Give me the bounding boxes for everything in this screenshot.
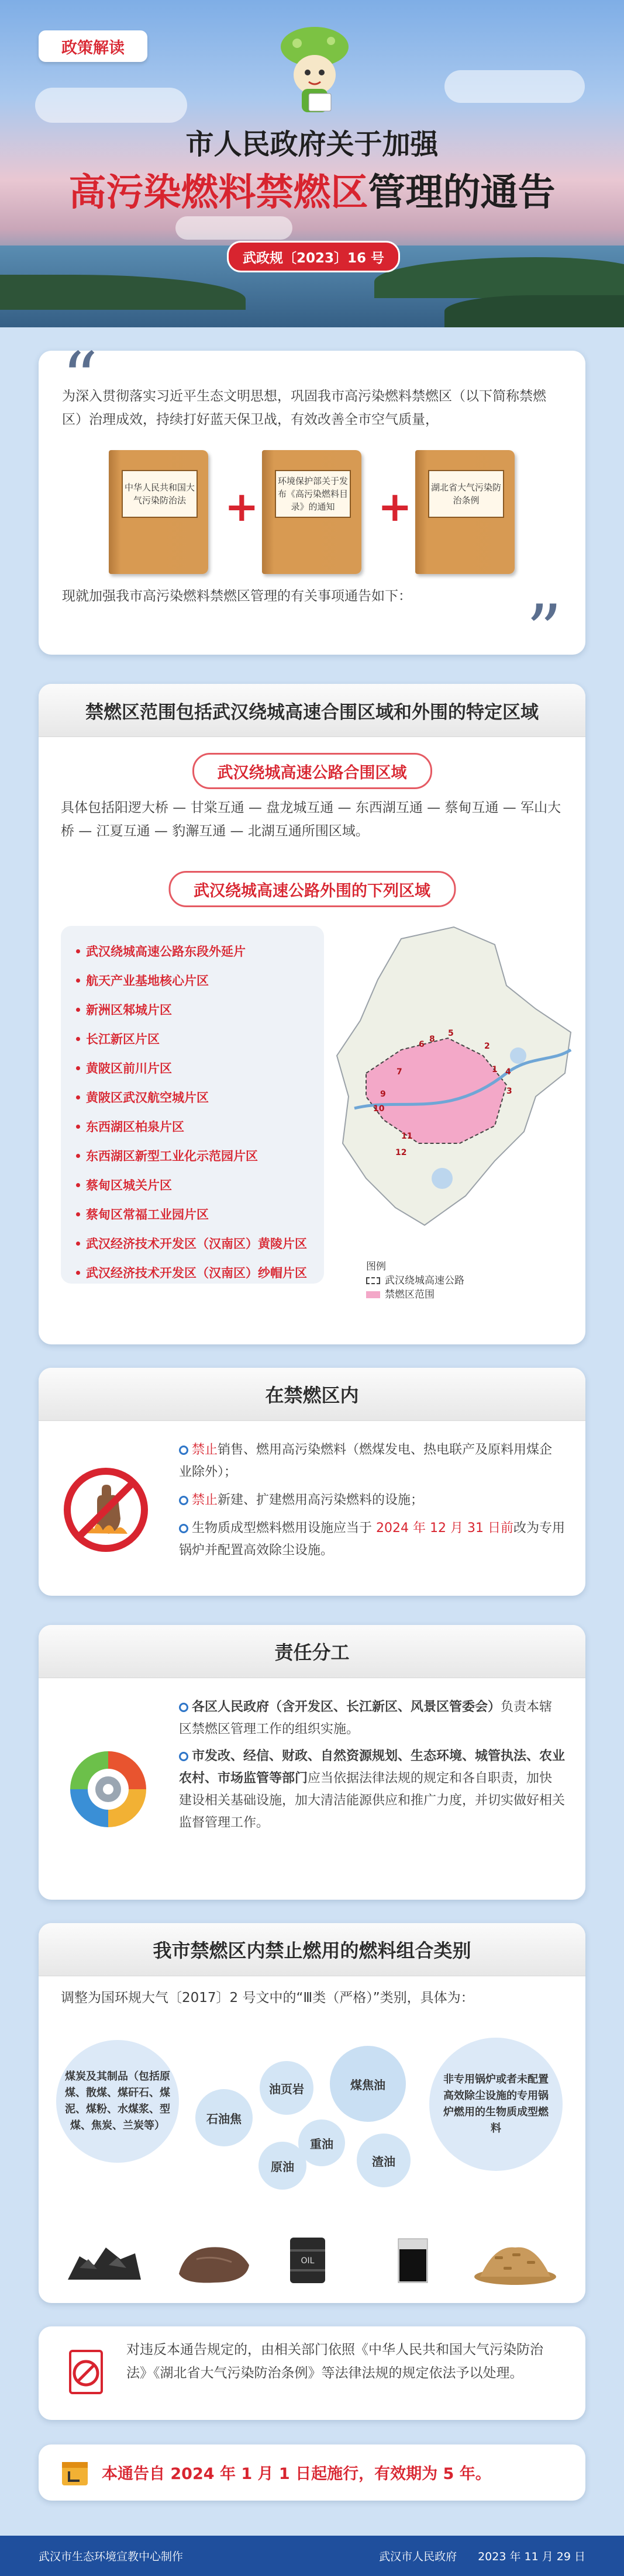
quote-open-icon: “ [62, 338, 98, 419]
cloud [175, 216, 292, 240]
map-number: 7 [397, 1067, 402, 1077]
list-item: 黄陂区武汉航空城片区 [61, 1083, 324, 1112]
duty-heading: 责任分工 [39, 1625, 585, 1678]
title-dark: 管理的通告 [368, 171, 556, 215]
plus-icon: + [378, 483, 412, 531]
ban-zone-swatch [366, 1291, 380, 1298]
fuel-bubble: 渣油 [357, 2134, 411, 2187]
map-number: 12 [395, 1148, 407, 1157]
map-number: 9 [380, 1090, 386, 1099]
issue-date: 2023 年 11 月 29 日 [478, 2550, 585, 2563]
list-item: 武汉经济技术开发区（汉南区）黄陵片区 [61, 1229, 324, 1258]
fuel-heading: 我市禁燃区内禁止燃用的燃料组合类别 [39, 1923, 585, 1976]
map-legend [366, 1260, 559, 1302]
ring-road-swatch [366, 1277, 380, 1284]
oil-drum-label: OIL [301, 2256, 315, 2266]
title-line-1: 市人民政府关于加强 [185, 128, 439, 161]
issuer: 武汉市人民政府 [379, 2550, 457, 2563]
doc-number-badge: 武政规〔2023〕16 号 [227, 241, 400, 272]
cloud [444, 70, 585, 103]
producer-credit: 武汉市生态环境宣教中心制作 [39, 2550, 184, 2563]
map-number: 4 [505, 1067, 511, 1077]
ring-road-description: 具体包括阳逻大桥 — 甘棠互通 — 盘龙城互通 — 东西湖互通 — 蔡甸互通 — 军山大桥 — 江夏互通 — 豹澥互通 — 北湖互通所围区域。 [61, 800, 561, 839]
ban-rule-1: 禁止销售、燃用高污染燃料（燃煤发电、热电联产及原料用煤企业除外）； [179, 1443, 553, 1479]
list-item: 黄陂区前川片区 [61, 1053, 324, 1083]
inside-zone-card [39, 1368, 585, 1596]
list-item: 长江新区片区 [61, 1024, 324, 1053]
calendar-icon [60, 2457, 90, 2488]
fuel-bubble: 石油焦 [195, 2089, 253, 2146]
intro-paragraph: 为深入贯彻落实习近平生态文明思想，巩固我市高污染燃料禁燃区（以下简称禁燃区）治理成效，持续打好蓝天保卫战，有效改善全市空气质量， [62, 389, 546, 427]
scope-card [39, 684, 585, 1344]
law-book [109, 450, 208, 574]
title-red: 高污染燃料禁燃区 [68, 171, 368, 215]
title-line-2 [0, 162, 624, 216]
bullet-ring-icon [179, 1524, 188, 1533]
map-number: 3 [506, 1087, 512, 1096]
crude-oil-beaker-image [384, 2233, 442, 2285]
ban-rule-2: 禁止新建、扩建燃用高污染燃料的设施； [179, 1489, 565, 1512]
cooperation-gear-icon [58, 1740, 158, 1839]
legend-item: 武汉绕城高速公路 [385, 1275, 464, 1287]
map-number: 5 [448, 1029, 454, 1038]
policy-tag: 政策解读 [39, 30, 147, 62]
shoreline [444, 295, 624, 327]
book-label: 湖北省大气污染防治条例 [428, 470, 504, 518]
map-number: 11 [401, 1132, 413, 1141]
outer-area-pill: 武汉绕城高速公路外围的下列区域 [168, 871, 456, 907]
book-label: 中华人民共和国大气污染防治法 [122, 470, 198, 518]
map-number: 1 [492, 1065, 498, 1074]
ban-zone-map [331, 921, 577, 1237]
scope-heading: 禁燃区范围包括武汉绕城高速合围区域和外围的特定区域 [39, 684, 585, 737]
outer-area-list [61, 926, 324, 1284]
fuel-bubble: 重油 [298, 2119, 345, 2166]
map-number: 6 [419, 1040, 425, 1049]
law-book [262, 450, 361, 574]
footer-bar [0, 2536, 624, 2576]
legend-title: 图例 [366, 1261, 386, 1273]
fuel-bubble: 油页岩 [260, 2061, 313, 2115]
bullet-ring-icon [179, 1446, 188, 1455]
ring-road-pill: 武汉绕城高速公路合围区域 [192, 753, 432, 789]
mascot-icon [274, 23, 356, 117]
book-label: 环境保护部关于发布《高污染燃料目录》的通知 [275, 470, 351, 518]
bullet-ring-icon [179, 1496, 188, 1505]
penalty-notice-card [39, 2326, 585, 2420]
penalty-notice-text: 对违反本通告规定的，由相关部门依照《中华人民共和国大气污染防治法》《湖北省大气污染防治条例》等法律法规的规定依法予以处理。 [126, 2342, 543, 2381]
list-item: 新洲区邾城片区 [61, 995, 324, 1024]
duty-item-2: 市发改、经信、财政、自然资源规划、生态环境、城管执法、农业农村、市场监管等部门应当依据法律法规的规定和各自职责，加快建设相关基础设施，加大清洁能源供应和推广力度，并切实做好相关监督管理工作。 [179, 1749, 566, 1830]
list-item: 东西湖区新型工业化示范园片区 [61, 1141, 324, 1170]
duty-card [39, 1625, 585, 1900]
effective-date-card [39, 2444, 585, 2501]
bullet-ring-icon [179, 1752, 188, 1761]
law-book [415, 450, 515, 574]
list-item: 东西湖区柏泉片区 [61, 1112, 324, 1141]
intro-card [39, 338, 585, 672]
prohibited-document-icon [60, 2346, 112, 2399]
bullet-ring-icon [179, 1703, 188, 1712]
plus-icon: + [225, 483, 259, 531]
list-item: 蔡甸区城关片区 [61, 1170, 324, 1199]
fuel-card [39, 1923, 585, 2303]
coal-bubble: 煤炭及其制品（包括原煤、散煤、煤矸石、煤泥、煤粉、水煤浆、型煤、焦炭、兰炭等） [56, 2040, 179, 2163]
inside-heading: 在禁燃区内 [39, 1368, 585, 1421]
quote-close-icon: ” [526, 590, 562, 672]
list-item: 航天产业基地核心片区 [61, 966, 324, 995]
map-number: 2 [484, 1042, 490, 1051]
duty-item-1: 各区人民政府（含开发区、长江新区、风景区管委会）负责本辖区禁燃区管理工作的组织实施。 [179, 1700, 553, 1737]
coal-image [62, 2233, 144, 2285]
list-item: 武汉经济技术开发区（汉南区）纱帽片区 [61, 1258, 324, 1287]
oil-drum-image [278, 2233, 337, 2285]
fuel-bubble: 原油 [258, 2142, 306, 2190]
legend-item: 禁燃区范围 [385, 1289, 435, 1301]
oil-shale-image [173, 2233, 255, 2285]
ban-rule-3: 生物质成型燃料燃用设施应当于 2024 年 12 月 31 日前改为专用锅炉并配置高效除尘设施。 [179, 1521, 565, 1558]
cloud [35, 88, 187, 123]
map-number: 10 [373, 1104, 385, 1114]
intro-closing: 现就加强我市高污染燃料禁燃区管理的有关事项通告如下： [62, 589, 412, 604]
biomass-pellets-image [471, 2233, 559, 2285]
fuel-bubble: 煤焦油 [330, 2046, 406, 2122]
fuel-intro: 调整为国环规大气〔2017〕2 号文中的“Ⅲ类（严格）”类别，具体为： [61, 1990, 474, 2006]
list-item: 蔡甸区常福工业园片区 [61, 1199, 324, 1229]
effective-date-text: 本通告自 2024 年 1 月 1 日起施行，有效期为 5 年。 [102, 2465, 491, 2483]
biomass-bubble: 非专用锅炉或者未配置高效除尘设施的专用锅炉燃用的生物质成型燃料 [429, 2038, 563, 2171]
prohibited-burning-icon [62, 1466, 150, 1554]
map-number: 8 [429, 1035, 435, 1044]
list-item: 武汉绕城高速公路东段外延片 [61, 936, 324, 966]
